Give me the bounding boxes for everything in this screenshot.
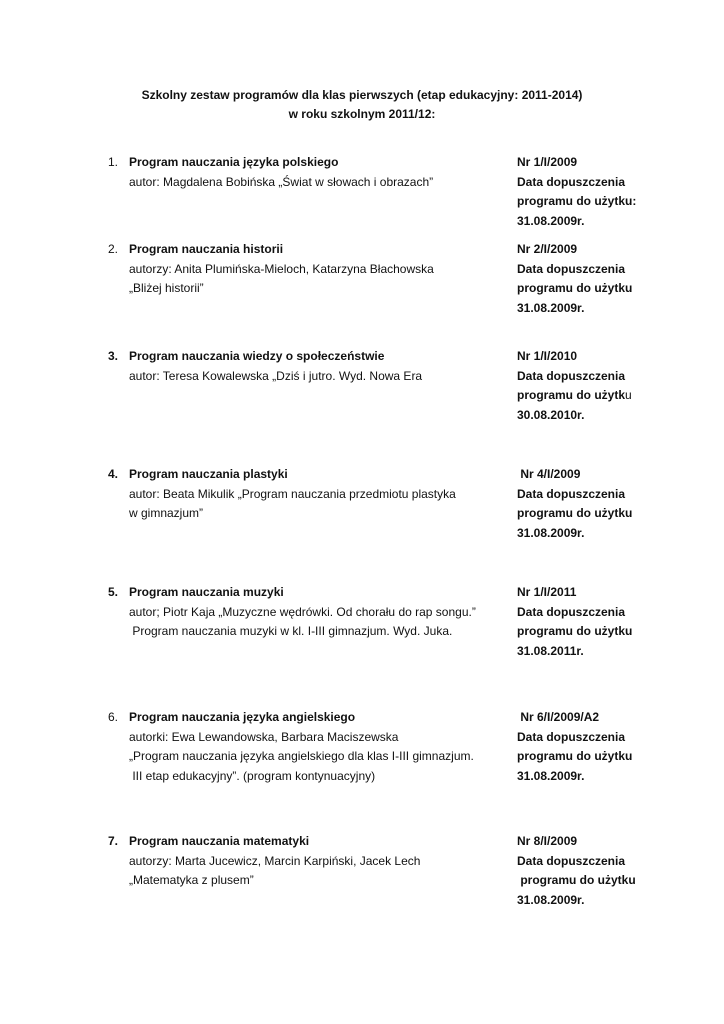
approval-label: Data dopuszczenia [517, 261, 626, 276]
program-title: „Bliżej historii” [129, 281, 204, 295]
item-number: 2. [108, 242, 119, 256]
program-author: autor: Beata Mikulik „Program nauczania przedmiotu plastyka [129, 486, 456, 501]
program-title: w gimnazjum” [129, 506, 204, 520]
program-number: Nr 1/I/2010 [517, 349, 578, 363]
approval-date: 31.08.2009r. [517, 768, 585, 783]
document-subtitle: w roku szkolnym 2011/12: [288, 107, 436, 121]
program-name: Program nauczania języka angielskiego [129, 710, 356, 724]
document-title: Szkolny zestaw programów dla klas pierwszych (etap edukacyjny: 2011-2014) [141, 88, 583, 102]
program-author: autor; Piotr Kaja „Muzyczne wędrówki. Od chorału do rap songu.” [129, 604, 476, 619]
program-name: Program nauczania wiedzy o społeczeństwie [129, 349, 385, 363]
item-number: 3. [108, 349, 119, 363]
program-title: Program nauczania muzyki w kl. I-III gimnazjum. Wyd. Juka. [129, 624, 453, 638]
approval-text: programu do użytk [517, 388, 626, 402]
item-number: 1. [108, 155, 119, 169]
approval-date: 31.08.2009r. [517, 213, 585, 228]
approval-label [517, 386, 677, 406]
program-author: autorzy: Anita Plumińska-Mieloch, Katarzyna Błachowska [129, 261, 434, 276]
approval-date: 31.08.2009r. [517, 892, 585, 907]
program-author: autor: Magdalena Bobińska „Świat w słowach i obrazach” [129, 174, 434, 189]
approval-label: programu do użytku [517, 624, 633, 638]
program-title: „Matematyka z plusem” [129, 873, 254, 887]
program-name: Program nauczania języka polskiego [129, 155, 339, 169]
approval-date: 31.08.2009r. [517, 300, 585, 315]
program-number: Nr 6/I/2009/A2 [517, 710, 600, 724]
approval-label: programu do użytku [517, 873, 636, 887]
program-author: autor: Teresa Kowalewska „Dziś i jutro. Wyd. Nowa Era [129, 368, 423, 383]
item-number: 5. [108, 585, 119, 599]
program-name: Program nauczania historii [129, 242, 284, 256]
item-number: 6. [108, 710, 119, 724]
approval-label: Data dopuszczenia [517, 174, 626, 189]
program-number: Nr 1/I/2011 [517, 585, 577, 599]
approval-label: programu do użytku [517, 506, 633, 520]
program-name: Program nauczania plastyki [129, 467, 288, 481]
program-number: Nr 1/I/2009 [517, 155, 578, 169]
approval-date: 31.08.2009r. [517, 525, 585, 540]
item-number: 4. [108, 467, 119, 481]
program-author: autorki: Ewa Lewandowska, Barbara Maciszewska [129, 729, 399, 744]
approval-label: Data dopuszczenia [517, 486, 626, 501]
program-title: III etap edukacyjny”. (program kontynuacyjny) [129, 768, 376, 783]
approval-label: Data dopuszczenia [517, 853, 626, 868]
program-name: Program nauczania muzyki [129, 585, 284, 599]
approval-label: programu do użytku [517, 281, 633, 295]
approval-date: 30.08.2010r. [517, 407, 585, 422]
item-number: 7. [108, 834, 119, 848]
program-author: autorzy: Marta Jucewicz, Marcin Karpiński, Jacek Lech [129, 853, 421, 868]
approval-date: 31.08.2011r. [517, 643, 584, 658]
program-number: Nr 2/I/2009 [517, 242, 578, 256]
approval-label: programu do użytku: [517, 194, 637, 208]
program-number: Nr 8/I/2009 [517, 834, 578, 848]
program-number: Nr 4/I/2009 [517, 467, 581, 481]
program-title: „Program nauczania języka angielskiego dla klas I-III gimnazjum. [129, 749, 474, 763]
approval-text-tail: u [625, 388, 632, 402]
program-name: Program nauczania matematyki [129, 834, 310, 848]
approval-label: Data dopuszczenia [517, 368, 626, 383]
approval-label: Data dopuszczenia [517, 729, 626, 744]
approval-label: programu do użytku [517, 749, 633, 763]
approval-label: Data dopuszczenia [517, 604, 626, 619]
